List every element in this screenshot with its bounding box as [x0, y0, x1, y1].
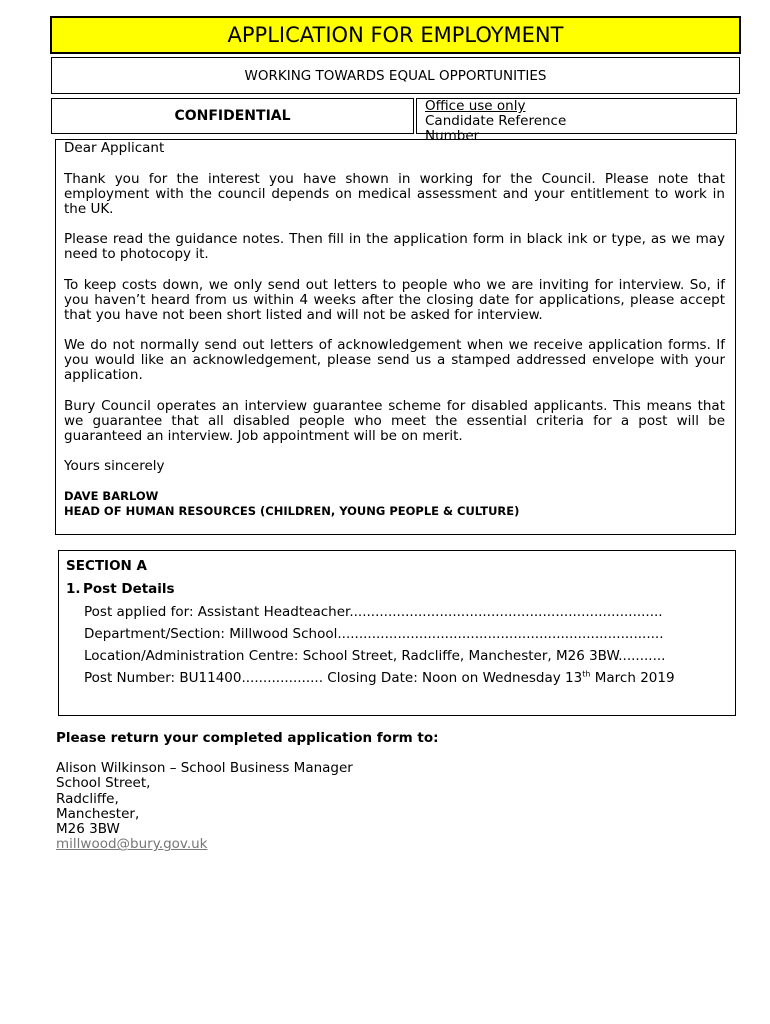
- subtitle-box: [51, 57, 740, 94]
- return-address-block: [56, 731, 439, 852]
- office-use-label: Office use only: [425, 98, 526, 114]
- letter-paragraph: Bury Council operates an interview guarantee scheme for disabled applicants. This means that we guarantee that all disabled people who meet the essential criteria for a post will be guaranteed an interview. Job appointment will be on merit.: [64, 397, 725, 444]
- signatory-name: DAVE BARLOW: [64, 489, 159, 503]
- department-field: Department/Section: Millwood School............................................................................: [84, 626, 664, 642]
- ordinal-suffix: th: [582, 669, 591, 679]
- letter-paragraph: We do not normally send out letters of acknowledgement when we receive application forms. If you would like an acknowledgement, please send us a stamped addressed envelope with your application.: [64, 337, 725, 383]
- letter-paragraph: To keep costs down, we only send out letters to people who we are inviting for interview. So, if you haven’t heard from us within 4 weeks after the closing date for applications, please accept that you have not been short listed and will not be asked for interview.: [64, 276, 725, 323]
- post-details-heading: [66, 581, 725, 597]
- address-line: Radcliffe,: [56, 790, 119, 807]
- candidate-reference-label: Candidate Reference: [425, 113, 567, 129]
- form-title: APPLICATION FOR EMPLOYMENT: [227, 23, 564, 47]
- post-applied-field: Post applied for: Assistant Headteacher.........................................................................: [84, 604, 663, 620]
- address-line: Manchester,: [56, 805, 140, 822]
- letter-paragraph: Please read the guidance notes. Then fill in the application form in black ink or type, as we may need to photocopy it.: [64, 231, 725, 262]
- letter-closing: Yours sincerely: [64, 458, 165, 474]
- address-line: M26 3BW: [56, 821, 120, 838]
- post-number-text: Post Number: BU11400................... Closing Date: Noon on Wednesday 13: [84, 670, 583, 686]
- location-field: Location/Administration Centre: School Street, Radcliffe, Manchester, M26 3BW...........: [84, 648, 666, 664]
- confidential-box: [51, 98, 414, 134]
- section-a-heading: SECTION A: [66, 558, 148, 574]
- office-use-box: [416, 98, 737, 144]
- section-a-box: [58, 550, 736, 716]
- return-heading: Please return your completed application form to:: [56, 730, 439, 746]
- candidate-reference-number-label: Number: [425, 128, 480, 144]
- address-line: Alison Wilkinson – School Business Manager: [56, 760, 353, 777]
- title-banner: [50, 16, 741, 54]
- cover-letter: [55, 139, 736, 535]
- letter-paragraph: Thank you for the interest you have shown in working for the Council. Please note that employment with the council depends on medical assessment and your entitlement to work in the UK.: [64, 170, 725, 217]
- signatory-title: HEAD OF HUMAN RESOURCES (CHILDREN, YOUNG PEOPLE & CULTURE): [64, 504, 520, 518]
- letter-greeting: Dear Applicant: [64, 140, 165, 156]
- confidential-label: CONFIDENTIAL: [174, 108, 291, 124]
- email-link[interactable]: millwood@bury.gov.uk: [56, 836, 208, 853]
- closing-date-rest: March 2019: [590, 670, 675, 686]
- form-subtitle: WORKING TOWARDS EQUAL OPPORTUNITIES: [244, 67, 547, 84]
- post-details-number: 1.: [66, 581, 81, 597]
- address-line: School Street,: [56, 775, 151, 792]
- post-details-title: Post Details: [83, 581, 175, 597]
- post-number-field: [84, 670, 725, 686]
